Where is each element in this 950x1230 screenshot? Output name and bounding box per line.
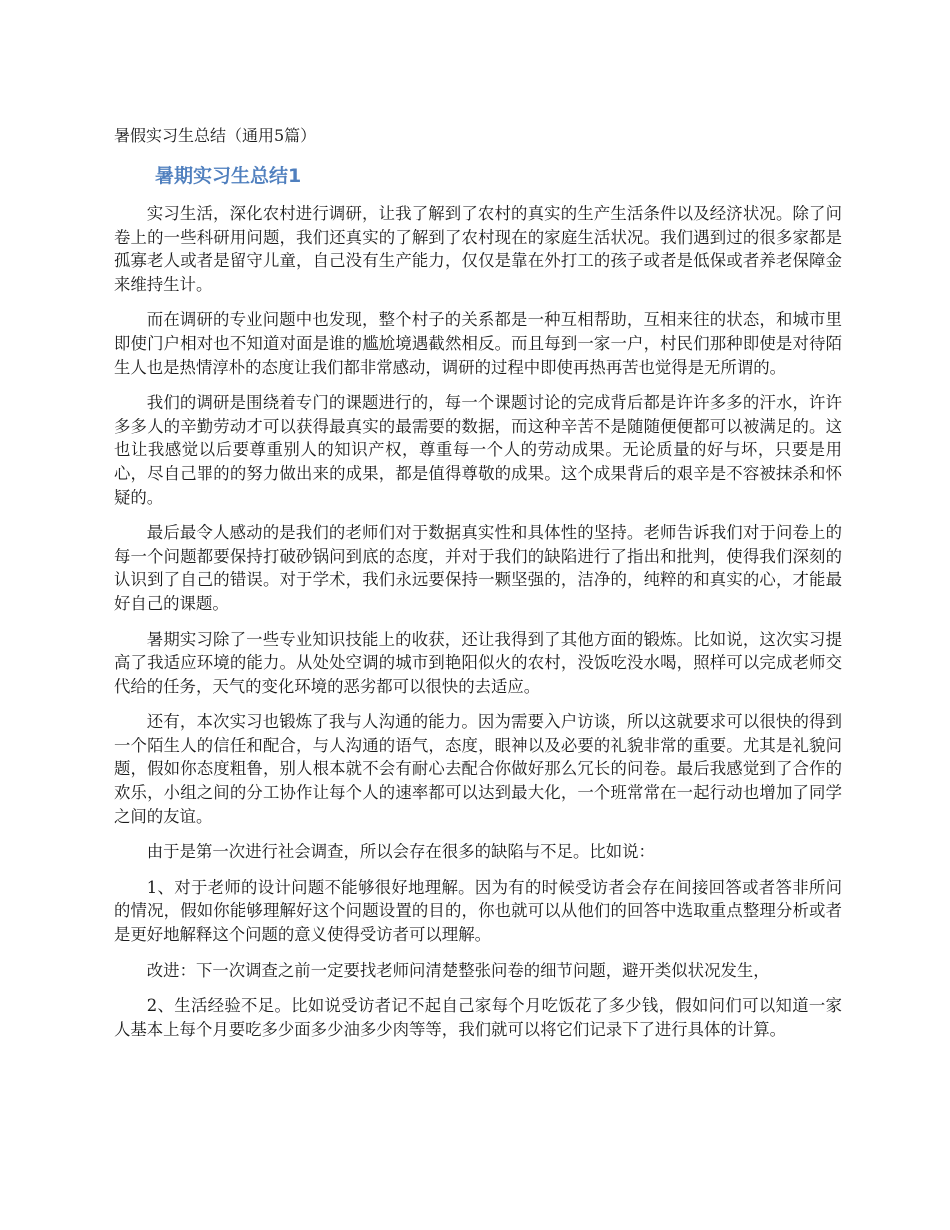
paragraph: 实习生活，深化农村进行调研，让我了解到了农村的真实的生产生活条件以及经济状况。除了问卷上的一些科研用问题，我们还真实的了解到了农村现在的家庭生活状况。我们遇到过的很多家都是孤寡老人或者是留守儿童，自己没有生产能力，仅仅是靠在外打工的孩子或者是低保或者养老保障金来维持生计。 bbox=[114, 204, 842, 294]
paragraph: 我们的调研是围绕着专门的课题进行的，每一个课题讨论的完成背后都是许许多多的汗水，许许多多人的辛勤劳动才可以获得最真实的最需要的数据，而这种辛苦不是随随便便都可以被满足的。这也让我感觉以后要尊重别人的知识产权，尊重每一个人的劳动成果。无论质量的好与坏，只要是用心，尽自己罪的的努力做出来的成果，都是值得尊敬的成果。这个成果背后的艰辛是不容被抹杀和怀疑的。 bbox=[114, 393, 842, 507]
paragraph: 改进：下一次调查之前一定要找老师问清楚整张问卷的细节问题，避开类似状况发生， bbox=[146, 960, 770, 980]
section-heading: 暑期实习生总结1 bbox=[155, 165, 302, 187]
paragraph: 最后最令人感动的是我们的老师们对于数据真实性和具体性的坚持。老师告诉我们对于问卷上的每一个问题都要保持打破砂锅问到底的态度，并对于我们的缺陷进行了指出和批判，使得我们深刻的认识到了自己的错误。对于学术，我们永远要保持一颗坚强的，洁净的，纯粹的和真实的心，才能最好自己的课题。 bbox=[114, 523, 842, 613]
paragraph: 1、对于老师的设计问题不能够很好地理解。因为有的时候受访者会存在间接回答或者答非所问的情况，假如你能够理解好这个问题设置的目的，你也就可以从他们的回答中选取重点整理分析或者是更好地解释这个问题的意义使得受访者可以理解。 bbox=[114, 877, 842, 945]
document-body bbox=[114, 202, 842, 1053]
paragraph: 暑期实习除了一些专业知识技能上的收获，还让我得到了其他方面的锻炼。比如说，这次实习提高了我适应环境的能力。从处处空调的城市到艳阳似火的农村，没饭吃没水喝，照样可以完成老师交代给的任务，天气的变化环境的恶劣都可以很快的去适应。 bbox=[114, 629, 842, 696]
paragraph: 由于是第一次进行社会调查，所以会存在很多的缺陷与不足。比如说： bbox=[146, 842, 655, 862]
paragraph: 而在调研的专业问题中也发现，整个村子的关系都是一种互相帮助，互相来往的状态，和城市里即使门户相对也不知道对面是谁的尴尬境遇截然相反。而且每到一家一户，村民们那种即使是对待陌生人也是热情淳朴的态度让我们都非常感动，调研的过程中即使再热再苦也觉得是无所谓的。 bbox=[114, 310, 842, 377]
paragraph: 2、生活经验不足。比如说受访者记不起自己家每个月吃饭花了多少钱，假如问们可以知道一家人基本上每个月要吃多少面多少油多少肉等等，我们就可以将它们记录下了进行具体的计算。 bbox=[114, 996, 842, 1039]
paragraph: 还有，本次实习也锻炼了我与人沟通的能力。因为需要入户访谈，所以这就要求可以很快的得到一个陌生人的信任和配合，与人沟通的语气，态度，眼神以及必要的礼貌非常的重要。尤其是礼貌问题，假如你态度粗鲁，别人根本就不会有耐心去配合你做好那么冗长的问卷。最后我感觉到了合作的欢乐，小组之间的分工协作让每个人的速率都可以达到最大化，一个班常常在一起行动也增加了同学之间的友谊。 bbox=[114, 712, 842, 826]
document-title: 暑假实习生总结（通用5篇） bbox=[114, 126, 317, 145]
